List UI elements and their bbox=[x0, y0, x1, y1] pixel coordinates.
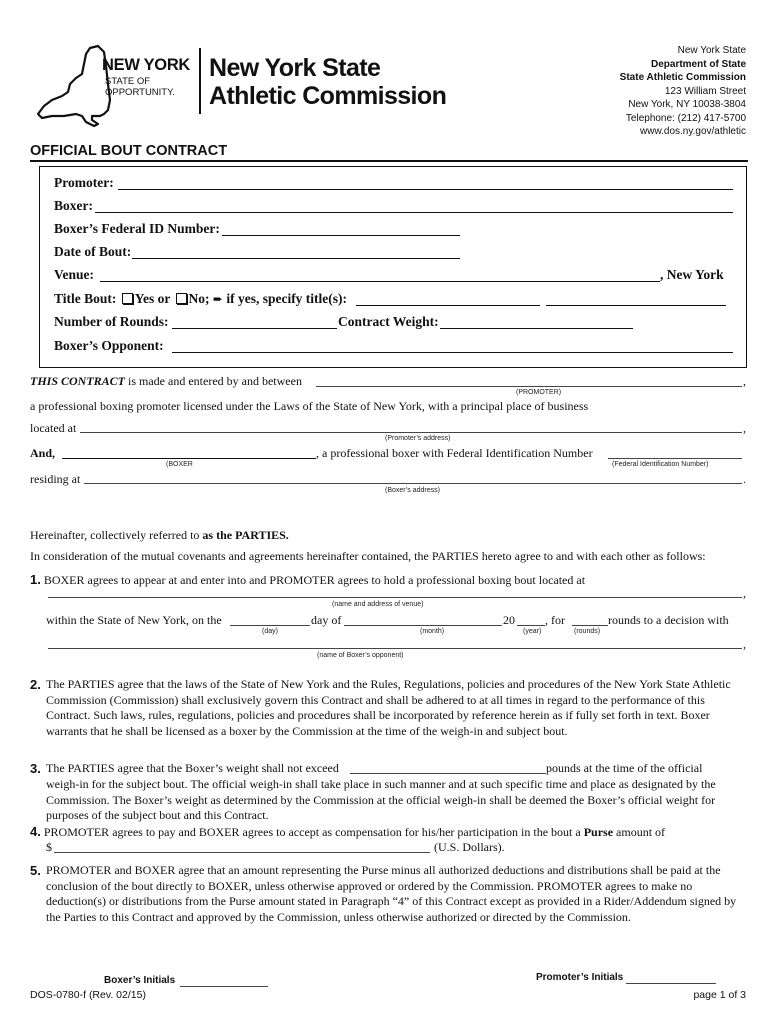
logo-state-of: STATE OF bbox=[105, 76, 151, 87]
yes-or-label: Yes or bbox=[134, 291, 171, 306]
title-field-2[interactable] bbox=[546, 305, 726, 306]
boxer-address-caption: (Boxer’s address) bbox=[385, 487, 440, 494]
address-line: Department of State bbox=[650, 58, 746, 70]
promoter-initials-label: Promoter’s Initials bbox=[536, 972, 624, 983]
venue-field[interactable] bbox=[100, 281, 660, 282]
address-line: State Athletic Commission bbox=[619, 72, 746, 83]
boxer-initials-field[interactable] bbox=[180, 986, 268, 987]
promoter-address-caption: (Promoter’s address) bbox=[385, 435, 451, 442]
clause-2-text: The PARTIES agree that the laws of the State of New York and the Rules, Regulations, policies and procedures of the New York State Athletic Commission (Commission) shall exclusively govern this Contract and shall be adhered to at all times in regard to the performance of this Contract. Such laws, rules, regulations, policies and procedures shall be incorporated by reference herein as if fully set forth in text. Boxer warrants that he shall be licensed as a boxer by the Commission at the time of the weigh-in and subject bout. bbox=[46, 677, 731, 738]
clause-number: 3. bbox=[30, 761, 41, 776]
address-line: Telephone: (212) 417-5700 bbox=[625, 112, 746, 124]
federal-id-number-field[interactable] bbox=[608, 458, 742, 459]
bout-month-field[interactable] bbox=[344, 625, 502, 626]
federal-id-field[interactable] bbox=[222, 235, 460, 236]
form-number: DOS-0780-f (Rev. 02/15) bbox=[30, 989, 146, 1001]
promoter-name-field[interactable] bbox=[316, 386, 742, 387]
title-no-checkbox[interactable] bbox=[176, 293, 187, 304]
for-text: , for bbox=[545, 613, 565, 627]
within-state-text: within the State of New York, on the bbox=[46, 613, 222, 627]
this-contract-label: THIS CONTRACT bbox=[30, 374, 126, 388]
clause-number: 1. bbox=[30, 572, 41, 587]
max-weight-field[interactable] bbox=[350, 773, 546, 774]
promoter-label: Promoter: bbox=[54, 175, 114, 190]
clause-4 bbox=[30, 824, 665, 840]
hereinafter-text bbox=[30, 528, 289, 543]
contract-intro bbox=[30, 374, 302, 389]
federal-id-label: Boxer’s Federal ID Number: bbox=[54, 221, 220, 236]
form-title: OFFICIAL BOUT CONTRACT bbox=[30, 143, 228, 159]
date-of-bout-field[interactable] bbox=[132, 258, 460, 259]
if-yes-label: if yes, specify title(s): bbox=[226, 291, 348, 306]
bout-rounds-field[interactable] bbox=[572, 625, 608, 626]
page-number: page 1 of 3 bbox=[693, 989, 746, 1001]
opponent-label: Boxer’s Opponent: bbox=[54, 338, 164, 353]
address-line: 123 William Street bbox=[664, 85, 746, 97]
bout-day-field[interactable] bbox=[230, 625, 310, 626]
title-bout-label: Title Bout: bbox=[54, 291, 117, 306]
date-of-bout-label: Date of Bout: bbox=[54, 244, 132, 259]
clause-number: 2. bbox=[30, 677, 41, 692]
new-york-suffix: , New York bbox=[660, 267, 724, 282]
bout-year-field[interactable] bbox=[517, 625, 545, 626]
address-line[interactable]: www.dos.ny.gov/athletic bbox=[640, 126, 746, 137]
located-at-label: located at bbox=[30, 421, 77, 435]
consideration-text: In consideration of the mutual covenants and agreements hereinafter contained, the PARTIES hereto agree to and with each other as follows: bbox=[30, 549, 706, 563]
promoter-licensed-text: a professional boxing promoter licensed under the Laws of the State of New York, with a principal place of business bbox=[30, 399, 589, 413]
arrow-right-icon: ➨ bbox=[212, 292, 223, 306]
title-rule bbox=[30, 160, 748, 162]
clause-3-number bbox=[30, 760, 41, 778]
rounds-caption: (rounds) bbox=[574, 628, 601, 635]
clause-3-text-rest: weigh-in for the subject bout. The official weigh-in shall take place in such manner and at such specific time and place as designated by the Commission. The Boxer’s weight as determined by the Commission at the official weigh-in shall be deemed the Boxer’s official weight for purposes of the subject bout and this Contract. bbox=[46, 777, 716, 822]
opponent-field[interactable] bbox=[172, 352, 733, 353]
agency-name-line2: Athletic Commission bbox=[209, 82, 447, 110]
comma: , bbox=[743, 637, 746, 651]
purse-amount-field[interactable] bbox=[54, 852, 430, 853]
federal-id-caption: (Federal Identification Number) bbox=[612, 461, 709, 468]
title-bout-row bbox=[54, 291, 347, 307]
venue-label: Venue: bbox=[54, 267, 95, 282]
clause-5-number bbox=[30, 862, 41, 880]
agency-name-line1: New York State bbox=[209, 54, 381, 82]
hereinafter: Hereinafter, collectively referred to bbox=[30, 528, 203, 542]
as-parties: as the PARTIES. bbox=[202, 528, 289, 542]
made-text: is made and entered by and between bbox=[125, 374, 302, 388]
comma: , bbox=[743, 586, 746, 600]
boxer-address-field[interactable] bbox=[84, 483, 742, 484]
contract-weight-field[interactable] bbox=[440, 328, 633, 329]
clause-2-number bbox=[30, 676, 41, 694]
boxer-label: Boxer: bbox=[54, 198, 93, 213]
comma: , bbox=[743, 374, 746, 388]
contract-weight-label: Contract Weight: bbox=[338, 314, 439, 329]
clause-3-text-a: The PARTIES agree that the Boxer’s weight shall not exceed bbox=[46, 761, 339, 775]
opponent-name-field[interactable] bbox=[48, 648, 742, 649]
twenty-prefix: 20 bbox=[503, 613, 515, 627]
purse-label: Purse bbox=[583, 825, 614, 839]
clause-3-text-b: pounds at the time of the official bbox=[546, 761, 703, 775]
and-label: And, bbox=[30, 446, 56, 460]
rounds-label: Number of Rounds: bbox=[54, 314, 169, 329]
us-dollars-label: (U.S. Dollars). bbox=[434, 840, 505, 854]
clause-number: 5. bbox=[30, 863, 41, 878]
day-of-text: day of bbox=[311, 613, 342, 627]
address-line: New York State bbox=[677, 45, 746, 56]
clause-5-text: PROMOTER and BOXER agree that an amount representing the Purse minus all authorized deductions and distributions shall be paid at the conclusion of the bout directly to BOXER, unless otherwise approved or ordered by the Commission. PROMOTER agrees to make no deduction(s) or distributions from the Purse amount stated in Paragraph “4” of this Contract except as provided in a Rider/Addendum signed by the Parties to this Contract and approved by the Commission, unless otherwise authorized or directed by the Commission. bbox=[46, 863, 737, 924]
boxer-initials-label: Boxer’s Initials bbox=[104, 975, 176, 986]
venue-name-address-field[interactable] bbox=[48, 597, 742, 598]
residing-at-label: residing at bbox=[30, 472, 81, 486]
title-field-1[interactable] bbox=[356, 305, 540, 306]
promoter-field[interactable] bbox=[118, 189, 733, 190]
rounds-field[interactable] bbox=[172, 328, 337, 329]
promoter-address-field[interactable] bbox=[80, 432, 742, 433]
address-line: New York, NY 10038-3804 bbox=[628, 99, 746, 110]
comma: , bbox=[743, 421, 746, 435]
period: . bbox=[743, 472, 746, 486]
contact-address bbox=[620, 44, 746, 139]
opponent-caption: (name of Boxer’s opponent) bbox=[317, 652, 404, 659]
logo-divider bbox=[199, 48, 201, 114]
clause-4-text-b: amount of bbox=[613, 825, 666, 839]
promoter-initials-field[interactable] bbox=[626, 983, 716, 984]
no-label: No; bbox=[188, 291, 210, 306]
month-caption: (month) bbox=[420, 628, 445, 635]
clause-1-text: BOXER agrees to appear at and enter into and PROMOTER agrees to hold a professional boxing bout located at bbox=[43, 573, 586, 587]
rounds-decision-text: rounds to a decision with bbox=[608, 613, 729, 627]
year-caption: (year) bbox=[523, 628, 542, 635]
professional-boxer-text: , a professional boxer with Federal Identification Number bbox=[316, 446, 593, 460]
promoter-caption: (PROMOTER) bbox=[516, 389, 562, 396]
boxer-caption: (BOXER bbox=[166, 461, 193, 468]
clause-4-text-a: PROMOTER agrees to pay and BOXER agrees to accept as compensation for his/her participation in the bout a bbox=[43, 825, 584, 839]
boxer-name-field[interactable] bbox=[62, 458, 316, 459]
venue-caption: (name and address of venue) bbox=[332, 601, 424, 608]
clause-number: 4. bbox=[30, 824, 41, 839]
logo-opportunity: OPPORTUNITY. bbox=[105, 87, 175, 98]
day-caption: (day) bbox=[262, 628, 278, 635]
boxer-field[interactable] bbox=[95, 212, 733, 213]
logo-new-york: NEW YORK bbox=[102, 56, 191, 74]
dollar-sign: $ bbox=[46, 840, 52, 854]
clause-1 bbox=[30, 572, 585, 588]
title-yes-checkbox[interactable] bbox=[122, 293, 133, 304]
